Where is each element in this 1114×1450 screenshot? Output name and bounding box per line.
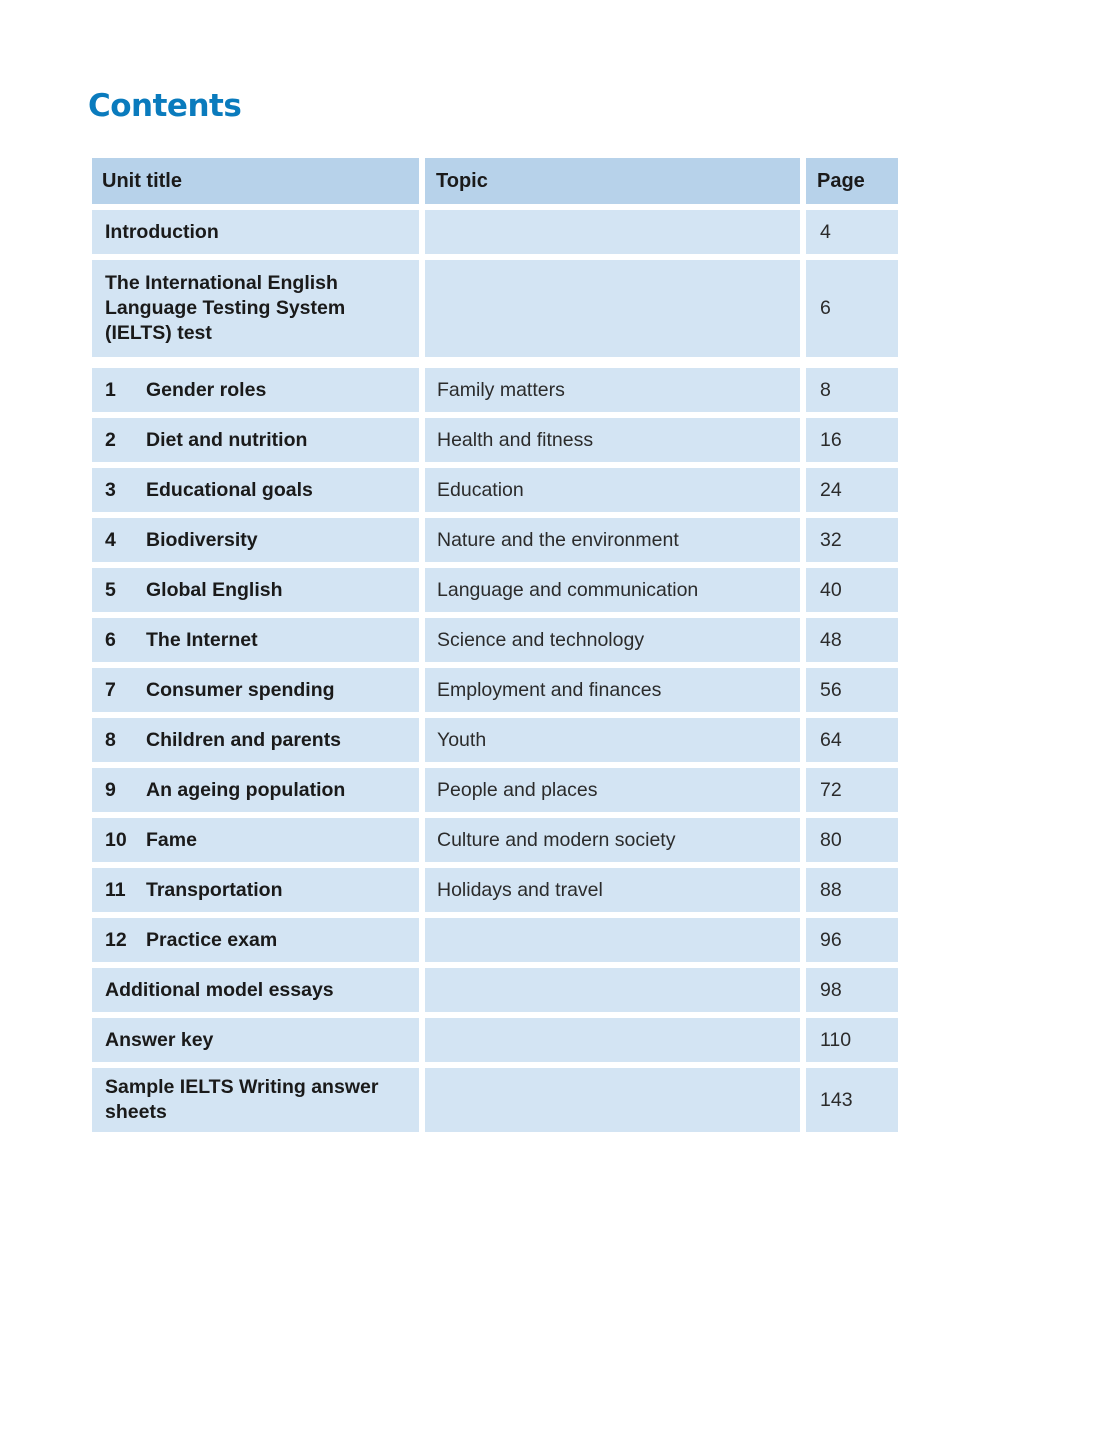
unit-title: Practice exam	[146, 928, 278, 951]
row-topic	[425, 1018, 800, 1062]
unit-number: 9	[105, 778, 116, 801]
row-page: 80	[806, 818, 898, 862]
table-row	[92, 868, 898, 912]
unit-title: Fame	[146, 828, 197, 851]
unit-number: 11	[105, 878, 126, 901]
row-page: 40	[806, 568, 898, 612]
row-page: 16	[806, 418, 898, 462]
unit-title: Transportation	[146, 878, 283, 901]
contents-table	[92, 158, 898, 1138]
table-row	[92, 768, 898, 812]
row-topic: People and places	[425, 768, 800, 812]
row-topic: Holidays and travel	[425, 868, 800, 912]
row-topic: Youth	[425, 718, 800, 762]
row-page: 32	[806, 518, 898, 562]
unit-number: 7	[105, 678, 116, 701]
row-topic	[425, 918, 800, 962]
row-title-cell	[92, 668, 419, 712]
row-topic: Nature and the environment	[425, 518, 800, 562]
header-unit-title: Unit title	[92, 158, 419, 204]
unit-number: 3	[105, 478, 116, 501]
row-topic: Employment and finances	[425, 668, 800, 712]
table-row	[92, 968, 898, 1012]
row-page: 72	[806, 768, 898, 812]
unit-title: Children and parents	[146, 728, 342, 751]
row-topic	[425, 210, 800, 254]
unit-title: Global English	[146, 578, 283, 601]
row-topic	[425, 1068, 800, 1132]
row-title: Sample IELTS Writing answer sheets	[92, 1068, 419, 1132]
row-title: Introduction	[92, 210, 419, 254]
row-topic: Science and technology	[425, 618, 800, 662]
row-page: 110	[806, 1018, 898, 1062]
unit-number: 12	[105, 928, 127, 951]
unit-number: 1	[105, 378, 116, 401]
row-title-cell	[92, 568, 419, 612]
table-row	[92, 260, 898, 357]
row-title-cell	[92, 918, 419, 962]
unit-number: 5	[105, 578, 116, 601]
row-title-cell	[92, 718, 419, 762]
row-page: 24	[806, 468, 898, 512]
header-page: Page	[806, 158, 898, 204]
table-row	[92, 618, 898, 662]
row-title-cell	[92, 768, 419, 812]
unit-title: An ageing population	[146, 778, 346, 801]
row-title-cell	[92, 618, 419, 662]
row-title-cell	[92, 518, 419, 562]
row-topic: Family matters	[425, 368, 800, 412]
table-row	[92, 468, 898, 512]
row-topic: Health and fitness	[425, 418, 800, 462]
row-page: 64	[806, 718, 898, 762]
row-title-cell	[92, 368, 419, 412]
row-page: 56	[806, 668, 898, 712]
unit-number: 8	[105, 728, 116, 751]
row-page: 96	[806, 918, 898, 962]
unit-number: 10	[105, 828, 127, 851]
row-page: 8	[806, 368, 898, 412]
unit-title: Biodiversity	[146, 528, 258, 551]
row-topic: Culture and modern society	[425, 818, 800, 862]
row-title-cell	[92, 418, 419, 462]
table-row	[92, 1018, 898, 1062]
row-page: 48	[806, 618, 898, 662]
table-row	[92, 918, 898, 962]
row-title-cell	[92, 868, 419, 912]
row-topic: Education	[425, 468, 800, 512]
row-title-cell	[92, 818, 419, 862]
unit-number: 4	[105, 528, 116, 551]
row-page: 6	[806, 260, 898, 357]
table-row	[92, 668, 898, 712]
row-title: Additional model essays	[92, 968, 419, 1012]
table-row	[92, 518, 898, 562]
unit-number: 2	[105, 428, 116, 451]
header-topic: Topic	[425, 158, 800, 204]
row-topic	[425, 968, 800, 1012]
table-row	[92, 718, 898, 762]
unit-title: The Internet	[146, 628, 258, 651]
table-row	[92, 368, 898, 412]
table-row	[92, 818, 898, 862]
table-row	[92, 1068, 898, 1132]
row-page: 4	[806, 210, 898, 254]
unit-title: Diet and nutrition	[146, 428, 308, 451]
row-title-cell	[92, 468, 419, 512]
page-title: Contents	[88, 88, 242, 124]
row-page: 143	[806, 1068, 898, 1132]
row-topic: Language and communication	[425, 568, 800, 612]
row-page: 98	[806, 968, 898, 1012]
unit-number: 6	[105, 628, 116, 651]
unit-title: Gender roles	[146, 378, 267, 401]
row-topic	[425, 260, 800, 357]
table-row	[92, 418, 898, 462]
row-title: Answer key	[92, 1018, 419, 1062]
table-row	[92, 568, 898, 612]
table-row	[92, 210, 898, 254]
unit-title: Consumer spending	[146, 678, 335, 701]
row-title: The International English Language Testing System (IELTS) test	[92, 260, 419, 357]
unit-title: Educational goals	[146, 478, 313, 501]
row-page: 88	[806, 868, 898, 912]
table-header-row	[92, 158, 898, 204]
